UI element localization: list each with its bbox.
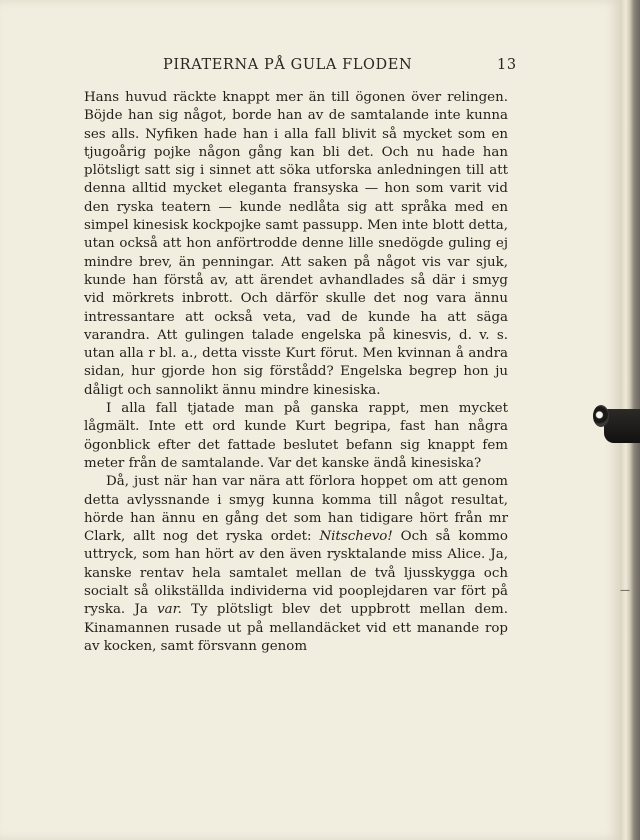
paragraph-1-text: Hans huvud räckte knappt mer än till ögonen över relingen. Böjde han sig något, borde han av de samtalande inte kunna ses alls. Nyfiken hade han i alla fall blivit så mycket som en tjugoårig pojke någon gång kan bli det. Och nu hade han plötsligt satt sig i sinnet att söka utforska anledningen till att denna alltid mycket eleganta fransyska — hon som varit vid den ryska teatern — kunde nedlåta sig att språka med en simpel kinesisk kockpojke samt passupp. Men inte blott detta, utan också att hon anförtrodde denne lille snedögde guling ej mindre brev, än penningar. Att saken på något vis var sjuk, kunde han förstå av, att ärendet avhandlades så där i smyg vid mörkrets inbrott. Och därför skulle det nog vara ännu intressantare att också veta, vad de kunde ha att säga varandra. Att gulingen talade engelska på kinesvis, d. v. s. utan alla r bl. a., detta visste Kurt förut. Men kvinnan å andra sidan, hur gjorde hon sig förstådd? Engelska begrep hon ju dåligt och sannolikt ännu mindre kinesiska. [84,90,508,398]
body-text [84,89,508,656]
paragraph-3 [84,473,508,656]
paragraph-3-text-start: Då, just när han var nära att förlora hoppet om att genom detta avlyssnande i smyg kunna komma till något resultat, hörde han ännu en gång det som han tidigare hört från mr Clark, allt nog det ryska ordet: [84,474,508,545]
margin-mark: — [620,585,630,596]
binder-clip [604,409,640,443]
page-number: 13 [497,57,517,73]
page-header [0,57,620,81]
binder-ring-icon [593,405,609,427]
paragraph-2 [84,400,508,473]
paragraph-3-text-end: Ty plötsligt blev det uppbrott mellan dem. Kinamannen rusade ut på mellandäcket vid ett manande rop av kocken, samt försvann genom [84,602,509,654]
paragraph-1 [84,89,508,400]
italic-word-nitschevo: Nitschevo! [319,529,393,545]
italic-word-var: var. [157,602,182,618]
paragraph-2-text: I alla fall tjatade man på ganska rappt, men mycket lågmält. Inte ett ord kunde Kurt begripa, fast han några ögonblick efter det fattade beslutet befann sig knappt fem meter från de samtalande. Var det kanske ändå kinesiska? [84,401,508,471]
running-head: PIRATERNA PÅ GULA FLODEN [163,57,413,73]
paragraph-3-text-middle: Och så kommo uttryck, som han hört av den även rysktalande miss Alice. Ja, kanske rentav hela samtalet mellan de två ljusskygga och socialt så olikställda individerna vid pooplejdaren var fört på ryska. Ja [84,529,508,618]
